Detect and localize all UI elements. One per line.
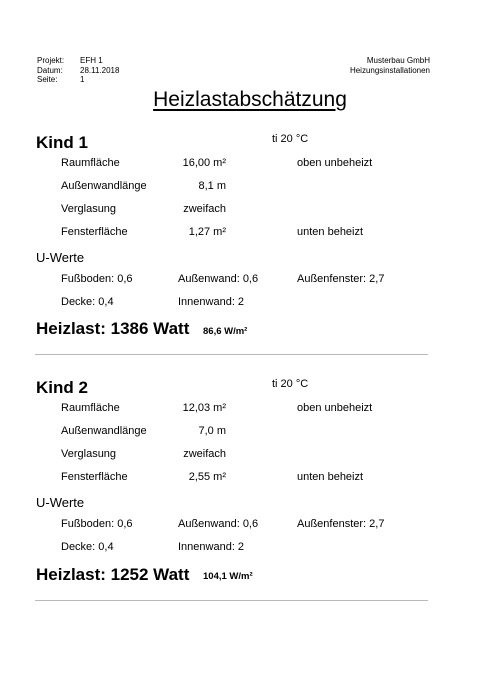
u-innenwand: Innenwand: 2 [178, 541, 245, 553]
date-label: Datum: [37, 65, 63, 75]
u-decke: Decke: 0,4 [61, 541, 114, 553]
heizlast-total: Heizlast: 1386 Watt [36, 319, 190, 338]
u-aussenwand: Außenwand: 0,6 [178, 518, 259, 530]
room-name: Kind 1 [36, 133, 88, 152]
aussenwand-label: Außenwandlänge [61, 425, 147, 437]
room-temperature: ti 20 °C [272, 378, 309, 390]
fenster-note: unten beheizt [297, 226, 364, 238]
section-divider [35, 354, 428, 355]
aussenwand-value: 7,0 m [198, 425, 226, 437]
verglasung-value: zweifach [183, 203, 226, 215]
raumflaeche-note: oben unbeheizt [297, 157, 373, 169]
verglasung-label: Verglasung [61, 448, 117, 460]
u-fussboden: Fußboden: 0,6 [61, 273, 133, 285]
fenster-value: 2,55 m² [188, 471, 226, 483]
room-name: Kind 2 [36, 378, 88, 397]
u-decke: Decke: 0,4 [61, 296, 114, 308]
raumflaeche-value: 16,00 m² [182, 157, 226, 169]
page-label: Seite: [37, 75, 58, 84]
project-value: EFH 1 [80, 56, 103, 65]
u-werte-heading: U-Werte [36, 250, 85, 265]
u-werte-heading: U-Werte [36, 495, 85, 510]
page-title: Heizlastabschätzung [153, 88, 347, 111]
aussenwand-value: 8,1 m [198, 180, 226, 192]
date-value: 28.11.2018 [80, 65, 120, 75]
heizlast-per-area: 86,6 W/m² [203, 326, 248, 337]
u-fussboden: Fußboden: 0,6 [61, 518, 133, 530]
aussenwand-label: Außenwandlänge [61, 180, 147, 192]
project-info-values [80, 56, 119, 85]
u-aussenwand: Außenwand: 0,6 [178, 273, 259, 285]
fenster-note: unten beheizt [297, 471, 364, 483]
company-info [350, 56, 430, 75]
company-name: Musterbau GmbH [366, 56, 430, 65]
company-department: Heizungsinstallationen [349, 65, 430, 75]
fenster-label: Fensterfläche [61, 471, 128, 483]
room-temperature: ti 20 °C [272, 133, 309, 145]
page-value: 1 [80, 75, 85, 84]
verglasung-value: zweifach [183, 448, 226, 460]
raumflaeche-label: Raumfläche [61, 402, 120, 414]
fenster-label: Fensterfläche [61, 226, 128, 238]
verglasung-label: Verglasung [61, 203, 117, 215]
raumflaeche-value: 12,03 m² [182, 402, 226, 414]
fenster-value: 1,27 m² [188, 226, 226, 238]
section-divider [35, 600, 428, 601]
project-info-labels [37, 56, 64, 85]
u-aussenfenster: Außenfenster: 2,7 [297, 518, 385, 530]
heizlast-total: Heizlast: 1252 Watt [36, 565, 190, 584]
project-label: Projekt: [37, 56, 65, 65]
heizlast-per-area: 104,1 W/m² [203, 571, 253, 582]
raumflaeche-label: Raumfläche [61, 157, 120, 169]
raumflaeche-note: oben unbeheizt [297, 402, 373, 414]
u-innenwand: Innenwand: 2 [178, 296, 245, 308]
u-aussenfenster: Außenfenster: 2,7 [297, 273, 385, 285]
